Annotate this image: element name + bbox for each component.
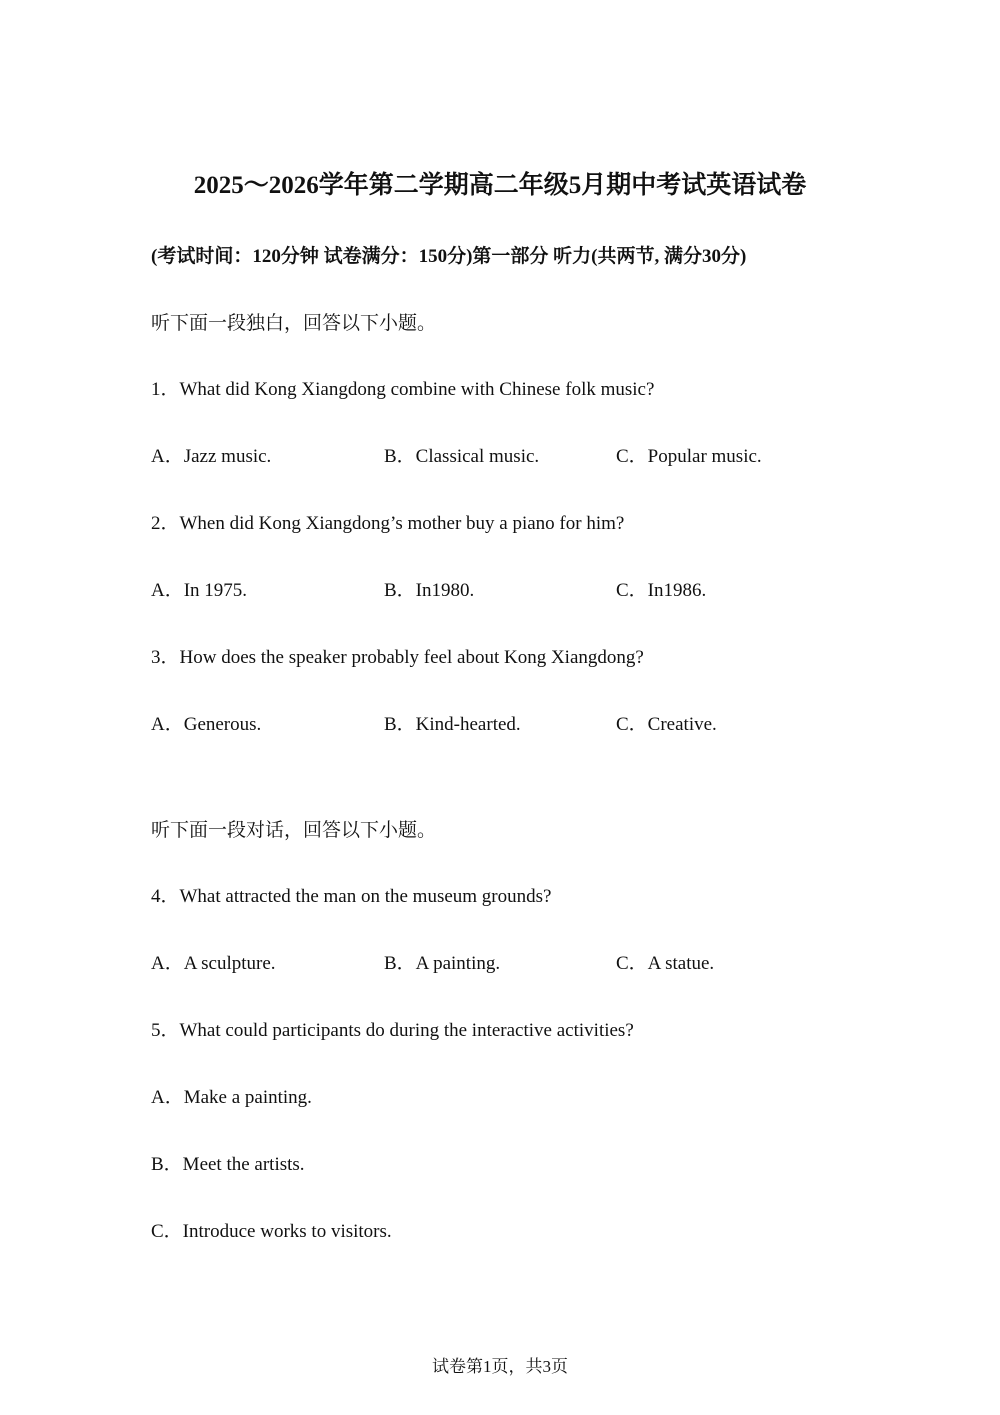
question-1-option-a: A．Jazz music. — [151, 446, 272, 467]
page-footer: 试卷第1页，共3页 — [432, 1357, 568, 1376]
question-5-stem: 5．What could participants do during the interactive activities? — [151, 1020, 634, 1041]
exam-title: 2025～2026学年第二学期高二年级5月期中考试英语试卷 — [193, 172, 807, 199]
question-2-option-b: B．In1980. — [384, 580, 475, 601]
question-5-option-a: A．Make a painting. — [151, 1087, 312, 1108]
section-instruction-monologue: 听下面一段独白，回答以下小题。 — [151, 313, 437, 334]
exam-info: (考试时间：120分钟 试卷满分：150分)第一部分 听力(共两节, 满分30分) — [151, 246, 747, 267]
question-4-stem: 4．What attracted the man on the museum grounds? — [151, 886, 552, 907]
question-2-stem: 2．When did Kong Xiangdong’s mother buy a piano for him? — [151, 513, 625, 534]
question-4-option-c: C．A statue. — [616, 953, 715, 974]
question-3-option-c: C．Creative. — [616, 714, 717, 735]
question-4-option-b: B．A painting. — [384, 953, 501, 974]
question-2-option-c: C．In1986. — [616, 580, 707, 601]
question-3-stem: 3．How does the speaker probably feel about Kong Xiangdong? — [151, 647, 644, 668]
question-1-stem: 1．What did Kong Xiangdong combine with Chinese folk music? — [151, 379, 655, 400]
question-4-option-a: A．A sculpture. — [151, 953, 276, 974]
question-1-option-b: B．Classical music. — [384, 446, 540, 467]
question-3-option-a: A．Generous. — [151, 714, 262, 735]
question-5-option-b: B．Meet the artists. — [151, 1154, 305, 1175]
question-2-option-a: A．In 1975. — [151, 580, 248, 601]
question-3-option-b: B．Kind-hearted. — [384, 714, 521, 735]
question-5-option-c: C．Introduce works to visitors. — [151, 1221, 392, 1242]
question-1-option-c: C．Popular music. — [616, 446, 762, 467]
section-instruction-dialogue: 听下面一段对话，回答以下小题。 — [151, 820, 437, 841]
